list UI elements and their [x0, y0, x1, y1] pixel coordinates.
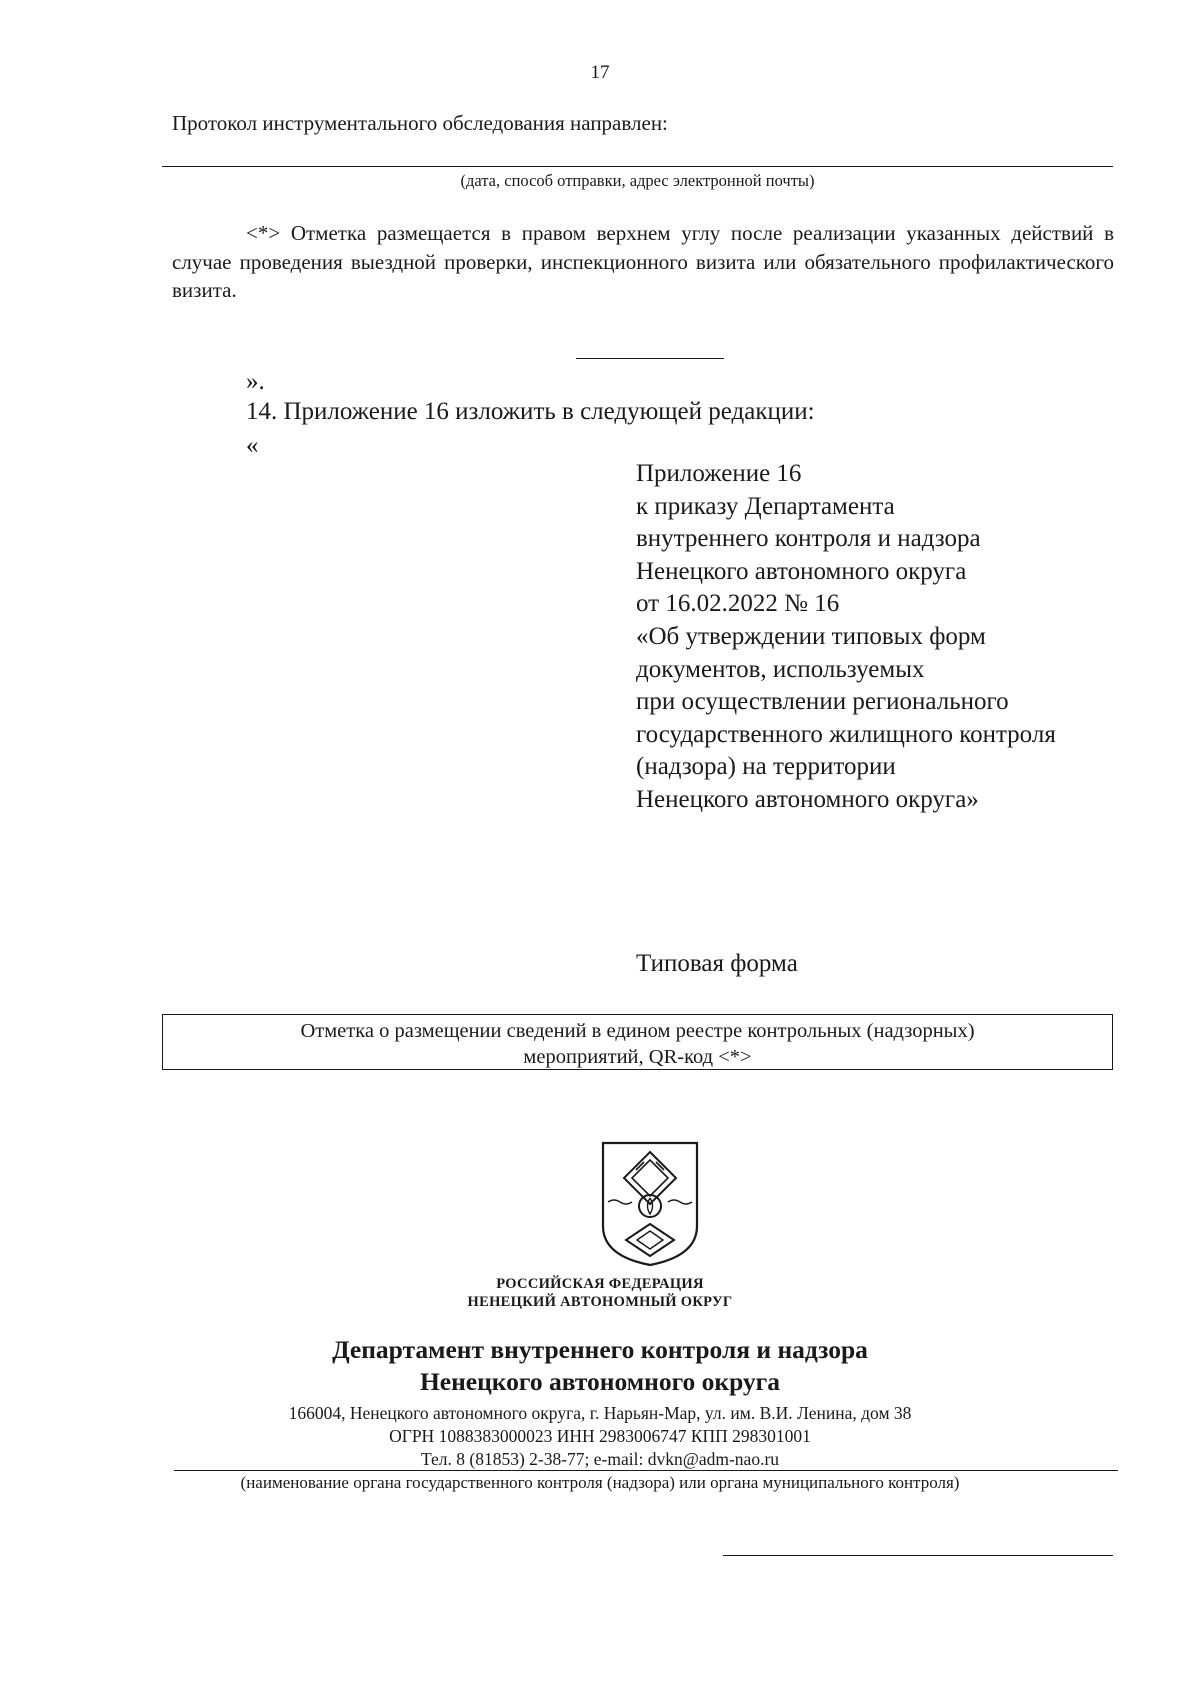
- coat-of-arms-icon: [600, 1140, 700, 1268]
- department-name-line1: Департамент внутреннего контроля и надзора: [332, 1335, 868, 1364]
- department-ids: ОГРН 1088383000023 ИНН 2983006747 КПП 298301001: [389, 1426, 811, 1446]
- opening-quote: «: [246, 432, 259, 459]
- appendix-line: от 16.02.2022 № 16: [636, 590, 840, 618]
- appendix-line: государственного жилищного контроля: [636, 720, 1056, 748]
- appendix-line: Ненецкого автономного округа»: [636, 785, 979, 813]
- protocol-sent-label: Протокол инструментального обследования направлен:: [172, 111, 668, 135]
- registry-note-line2: мероприятий, QR-код <*>: [523, 1046, 752, 1068]
- appendix-line: документов, используемых: [636, 655, 925, 683]
- org-name-caption: (наименование органа государственного контроля (надзора) или органа муниципального контроля): [240, 1473, 960, 1492]
- country-name: РОССИЙСКАЯ ФЕДЕРАЦИЯ: [496, 1276, 704, 1292]
- department-contacts: Тел. 8 (81853) 2-38-77; e-mail: dvkn@adm-nao.ru: [420, 1449, 780, 1469]
- appendix-line: «Об утверждении типовых форм: [636, 622, 986, 650]
- page-number: 17: [590, 62, 610, 83]
- appendix-line: (надзора) на территории: [636, 753, 896, 781]
- registry-note-box: [162, 1014, 1113, 1070]
- appendix-line: к приказу Департамента: [636, 492, 895, 520]
- signature-fill-line: [723, 1555, 1113, 1556]
- appendix-line: Приложение 16: [636, 460, 802, 487]
- appendix-line: внутреннего контроля и надзора: [636, 525, 981, 553]
- department-name-line2: Ненецкого автономного округа: [419, 1367, 781, 1396]
- protocol-sent-caption: (дата, способ отправки, адрес электронной почты): [460, 171, 815, 190]
- region-name: НЕНЕЦКИЙ АВТОНОМНЫЙ ОКРУГ: [467, 1294, 733, 1310]
- appendix-line: при осуществлении регионального: [636, 688, 1009, 716]
- closing-quote: ».: [246, 368, 265, 395]
- department-address: 166004, Ненецкого автономного округа, г. Нарьян-Мар, ул. им. В.И. Ленина, дом 38: [288, 1403, 912, 1423]
- protocol-sent-fill-line: [162, 166, 1113, 167]
- item-14-heading: 14. Приложение 16 изложить в следующей редакции:: [246, 398, 815, 425]
- form-title: Типовая форма: [636, 950, 798, 977]
- appendix-block: [636, 458, 1056, 817]
- footnote-separator: [576, 358, 724, 359]
- appendix-line: Ненецкого автономного округа: [636, 557, 967, 585]
- footnote-text: <*> Отметка размещается в правом верхнем углу после реализации указанных действий в случае проведения выездной проверки, инспекционного визита или обязательного профилактического визита.: [172, 221, 1114, 302]
- org-name-fill-line: [174, 1470, 1118, 1471]
- registry-note-line1: Отметка о размещении сведений в едином реестре контрольных (надзорных): [300, 1020, 975, 1042]
